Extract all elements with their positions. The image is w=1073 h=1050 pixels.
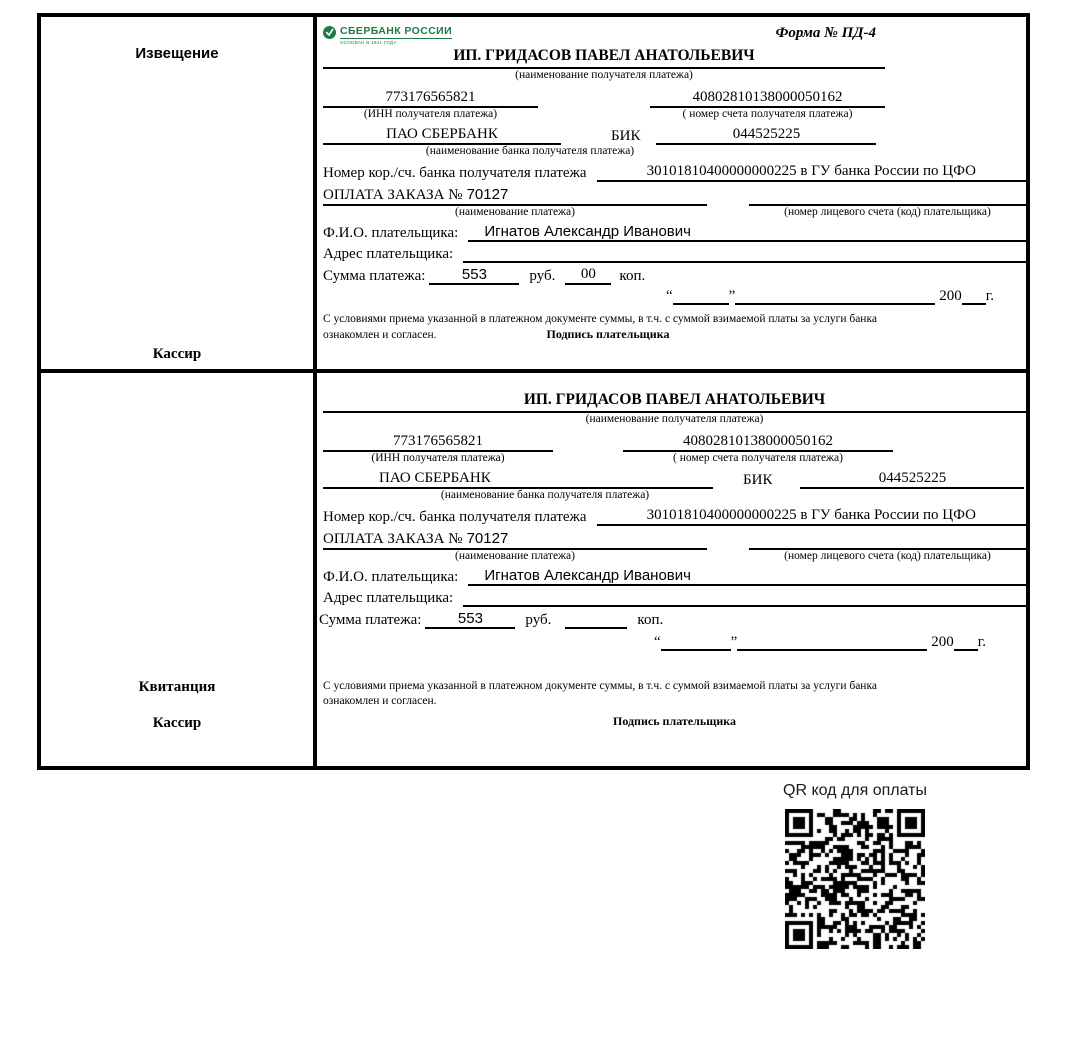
date-row xyxy=(323,288,994,305)
sum-label: Сумма платежа: xyxy=(323,268,426,284)
sberbank-logo-name: СБЕРБАНК РОССИИ xyxy=(340,25,453,37)
quote-close: ” xyxy=(728,288,736,304)
account-value: 40802810138000050162 xyxy=(623,433,893,452)
personal-account-caption: (номер лицевого счета (код) плательщика) xyxy=(784,550,991,562)
sum-kop-value: 00 xyxy=(565,266,611,285)
sberbank-logo xyxy=(323,25,452,45)
sberbank-emblem-icon xyxy=(323,26,336,39)
cashier-label: Кассир xyxy=(152,346,202,362)
date-year-line xyxy=(954,634,978,651)
date-day-line xyxy=(661,634,731,651)
bik-value: 044525225 xyxy=(800,470,1024,489)
date-year-suffix: г. xyxy=(985,288,994,304)
sum-rub-value: 553 xyxy=(425,610,515,629)
qr-code xyxy=(785,809,925,949)
date-year: 200 xyxy=(939,288,962,304)
personal-account-line xyxy=(749,187,1026,206)
payer-address-label: Адрес плательщика: xyxy=(323,590,454,606)
quote-open: “ xyxy=(653,634,661,650)
payer-signature-label: Подпись плательщика xyxy=(613,713,736,728)
payee-name: ИП. ГРИДАСОВ ПАВЕЛ АНАТОЛЬЕВИЧ xyxy=(323,391,1026,413)
personal-account-line xyxy=(749,531,1026,550)
inn-caption: (ИНН получателя платежа) xyxy=(363,108,498,120)
date-month-line xyxy=(737,634,927,651)
bank-name: ПАО СБЕРБАНК xyxy=(323,126,561,145)
personal-account-caption: (номер лицевого счета (код) плательщика) xyxy=(784,206,991,218)
payment-name-value: 70127 xyxy=(466,186,509,203)
date-year: 200 xyxy=(931,634,954,650)
payment-name-prefix: ОПЛАТА ЗАКАЗА № xyxy=(323,531,463,547)
payment-name-caption: (наименование платежа) xyxy=(455,550,575,562)
agreement-line2: ознакомлен и согласен. xyxy=(323,328,437,341)
notice-side-column xyxy=(41,17,317,369)
payment-form-pd4 xyxy=(37,13,1030,770)
qr-label: QR код для оплаты xyxy=(783,782,928,799)
bik-value: 044525225 xyxy=(656,126,876,145)
receipt-section xyxy=(37,373,1030,770)
account-caption: ( номер счета получателя платежа) xyxy=(682,108,853,120)
quote-open: “ xyxy=(665,288,673,304)
sum-label: Сумма платежа: xyxy=(319,612,422,628)
account-caption: ( номер счета получателя платежа) xyxy=(673,452,843,464)
agreement-line1: С условиями приема указанной в платежном документе суммы, в т.ч. с суммой взимаемой платы за услуги банка xyxy=(323,680,877,692)
payee-name: ИП. ГРИДАСОВ ПАВЕЛ АНАТОЛЬЕВИЧ xyxy=(323,47,885,69)
bank-caption: (наименование банка получателя платежа) xyxy=(425,145,635,157)
rub-label: руб. xyxy=(525,612,552,628)
payment-name-value: 70127 xyxy=(466,530,509,547)
bik-label: БИК xyxy=(743,472,773,488)
date-year-line xyxy=(962,288,986,305)
notice-form-body xyxy=(317,17,1026,369)
bik-label: БИК xyxy=(611,128,641,144)
receipt-side-column xyxy=(41,373,317,766)
sum-kop-value xyxy=(565,611,627,629)
notice-section xyxy=(37,13,1030,373)
corr-account-label: Номер кор./сч. банка получателя платежа xyxy=(323,165,587,181)
agreement-text xyxy=(323,679,1026,709)
agreement-text xyxy=(323,312,1026,343)
payer-address-label: Адрес плательщика: xyxy=(323,246,454,262)
corr-account-value: 30101810400000000225 в ГУ банка России по ЦФО xyxy=(597,163,1026,182)
date-day-line xyxy=(673,288,729,305)
date-year-suffix: г. xyxy=(977,634,986,650)
agreement-line2: ознакомлен и согласен. xyxy=(323,694,437,707)
rub-label: руб. xyxy=(529,268,556,284)
payer-address-value xyxy=(463,588,1026,607)
payer-fio-value: Игнатов Александр Иванович xyxy=(468,223,1026,242)
payer-signature-label: Подпись плательщика xyxy=(546,326,670,341)
cashier-label: Кассир xyxy=(152,715,202,731)
date-month-line xyxy=(735,288,935,305)
sum-rub-value: 553 xyxy=(429,266,519,285)
bank-caption: (наименование банка получателя платежа) xyxy=(440,489,650,501)
notice-label: Извещение xyxy=(135,45,219,62)
account-value: 40802810138000050162 xyxy=(650,89,885,108)
form-number: Форма № ПД-4 xyxy=(775,25,876,41)
date-row xyxy=(323,634,986,651)
payee-name-caption: (наименование получателя платежа) xyxy=(515,69,693,81)
kop-label: коп. xyxy=(619,268,646,284)
receipt-form-body xyxy=(317,373,1026,766)
sberbank-logo-text xyxy=(340,25,452,45)
agreement-line1: С условиями приема указанной в платежном документе суммы, в т.ч. с суммой взимаемой платы за услуги банка xyxy=(323,313,877,325)
payer-address-value xyxy=(463,244,1026,263)
payer-fio-label: Ф.И.О. плательщика: xyxy=(323,569,459,585)
inn-value: 773176565821 xyxy=(323,89,538,108)
inn-value: 773176565821 xyxy=(323,433,553,452)
bank-name: ПАО СБЕРБАНК xyxy=(323,470,713,489)
kop-label: коп. xyxy=(637,612,664,628)
receipt-label: Квитанция xyxy=(138,679,216,695)
payment-name-caption: (наименование платежа) xyxy=(455,206,575,218)
payee-name-caption: (наименование получателя платежа) xyxy=(585,413,764,425)
corr-account-value: 30101810400000000225 в ГУ банка России по ЦФО xyxy=(597,507,1026,526)
qr-block xyxy=(783,782,927,949)
corr-account-label: Номер кор./сч. банка получателя платежа xyxy=(323,509,587,525)
quote-close: ” xyxy=(730,634,738,650)
payment-name-prefix: ОПЛАТА ЗАКАЗА № xyxy=(323,187,463,203)
payer-fio-value: Игнатов Александр Иванович xyxy=(468,567,1026,586)
inn-caption: (ИНН получателя платежа) xyxy=(371,452,505,464)
sberbank-logo-tagline: ОСНОВАН В 1841 ГОДУ xyxy=(340,40,397,45)
payer-fio-label: Ф.И.О. плательщика: xyxy=(323,225,459,241)
